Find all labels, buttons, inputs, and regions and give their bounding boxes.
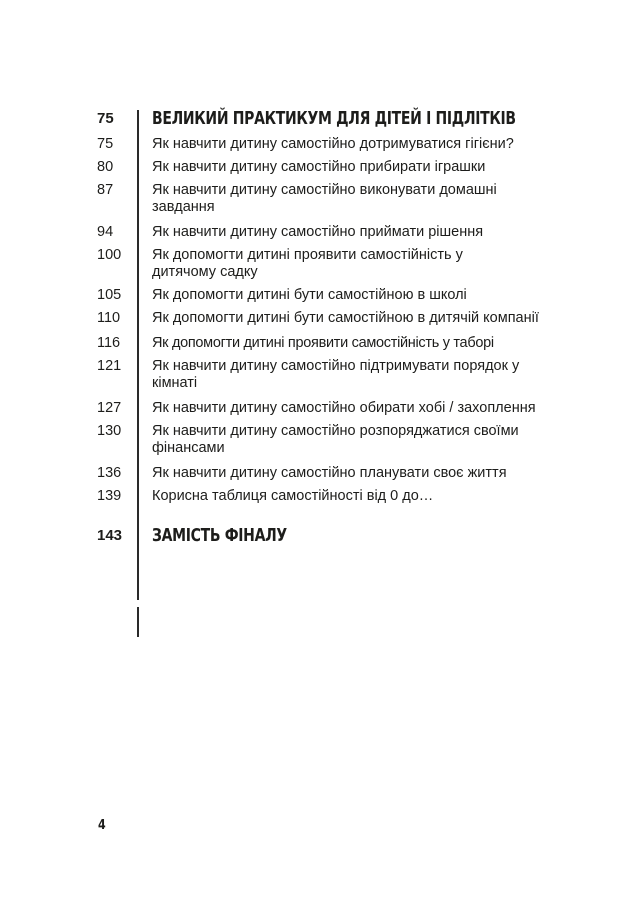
entry-title: Корисна таблиця самостійності від 0 до…: [152, 488, 434, 504]
toc-entry[interactable]: [97, 400, 597, 417]
toc-entry[interactable]: [97, 423, 597, 457]
toc-entry[interactable]: [97, 159, 597, 176]
section-page-number: 143: [97, 527, 123, 544]
entry-page-number: 116: [97, 335, 121, 351]
entry-title: Як навчити дитину самостійно підтримувати порядок у кімнаті: [152, 358, 520, 391]
section-title: ВЕЛИКИЙ ПРАКТИКУМ ДЛЯ ДІТЕЙ І ПІДЛІТКІВ: [152, 109, 516, 129]
entry-title: Як допомогти дитині проявити самостійність у таборі: [152, 335, 494, 351]
toc-entry[interactable]: [97, 465, 597, 482]
entry-title: Як навчити дитину самостійно дотримуватися гігієни?: [152, 136, 514, 152]
table-of-contents: [97, 108, 597, 547]
entry-title: Як навчити дитину самостійно приймати рішення: [152, 224, 484, 240]
toc-section-heading[interactable]: [97, 525, 597, 547]
page-number: 4: [98, 818, 106, 833]
entry-page-number: 100: [97, 247, 122, 263]
entry-page-number: 105: [97, 287, 122, 303]
entry-page-number: 110: [97, 310, 121, 326]
toc-section-heading[interactable]: [97, 108, 597, 130]
section-page-number: 75: [97, 110, 114, 127]
entry-page-number: 75: [97, 136, 114, 152]
entry-page-number: 139: [97, 488, 122, 504]
toc-entry[interactable]: [97, 247, 597, 281]
entry-title: Як навчити дитину самостійно обирати хобі / захоплення: [152, 400, 536, 416]
entry-page-number: 130: [97, 423, 122, 439]
toc-entry[interactable]: [97, 358, 597, 392]
toc-entry[interactable]: [97, 224, 597, 241]
entry-title: Як навчити дитину самостійно планувати своє життя: [152, 465, 507, 481]
entry-page-number: 94: [97, 224, 114, 240]
toc-entry[interactable]: [97, 488, 597, 505]
entry-page-number: 87: [97, 182, 114, 198]
section-title: ЗАМІСТЬ ФІНАЛУ: [152, 526, 287, 546]
entry-page-number: 121: [97, 358, 122, 374]
toc-entry[interactable]: [97, 136, 597, 153]
toc-divider-line-2: [137, 607, 139, 637]
entry-title: Як навчити дитину самостійно виконувати домашні завдання: [152, 182, 497, 215]
entry-title: Як навчити дитину самостійно прибирати іграшки: [152, 159, 486, 175]
toc-entry[interactable]: [97, 310, 597, 327]
toc-entry[interactable]: [97, 335, 597, 352]
toc-entry[interactable]: [97, 182, 597, 216]
entry-title: Як навчити дитину самостійно розпоряджатися своїми фінансами: [152, 423, 519, 456]
entry-page-number: 127: [97, 400, 122, 416]
entry-title: Як допомогти дитині бути самостійною в дитячій компанії: [152, 310, 539, 326]
entry-page-number: 80: [97, 159, 114, 175]
entry-page-number: 136: [97, 465, 122, 481]
entry-title: Як допомогти дитині проявити самостійність у дитячому садку: [152, 247, 463, 280]
toc-entry[interactable]: [97, 287, 597, 304]
entry-title: Як допомогти дитині бути самостійною в школі: [152, 287, 467, 303]
